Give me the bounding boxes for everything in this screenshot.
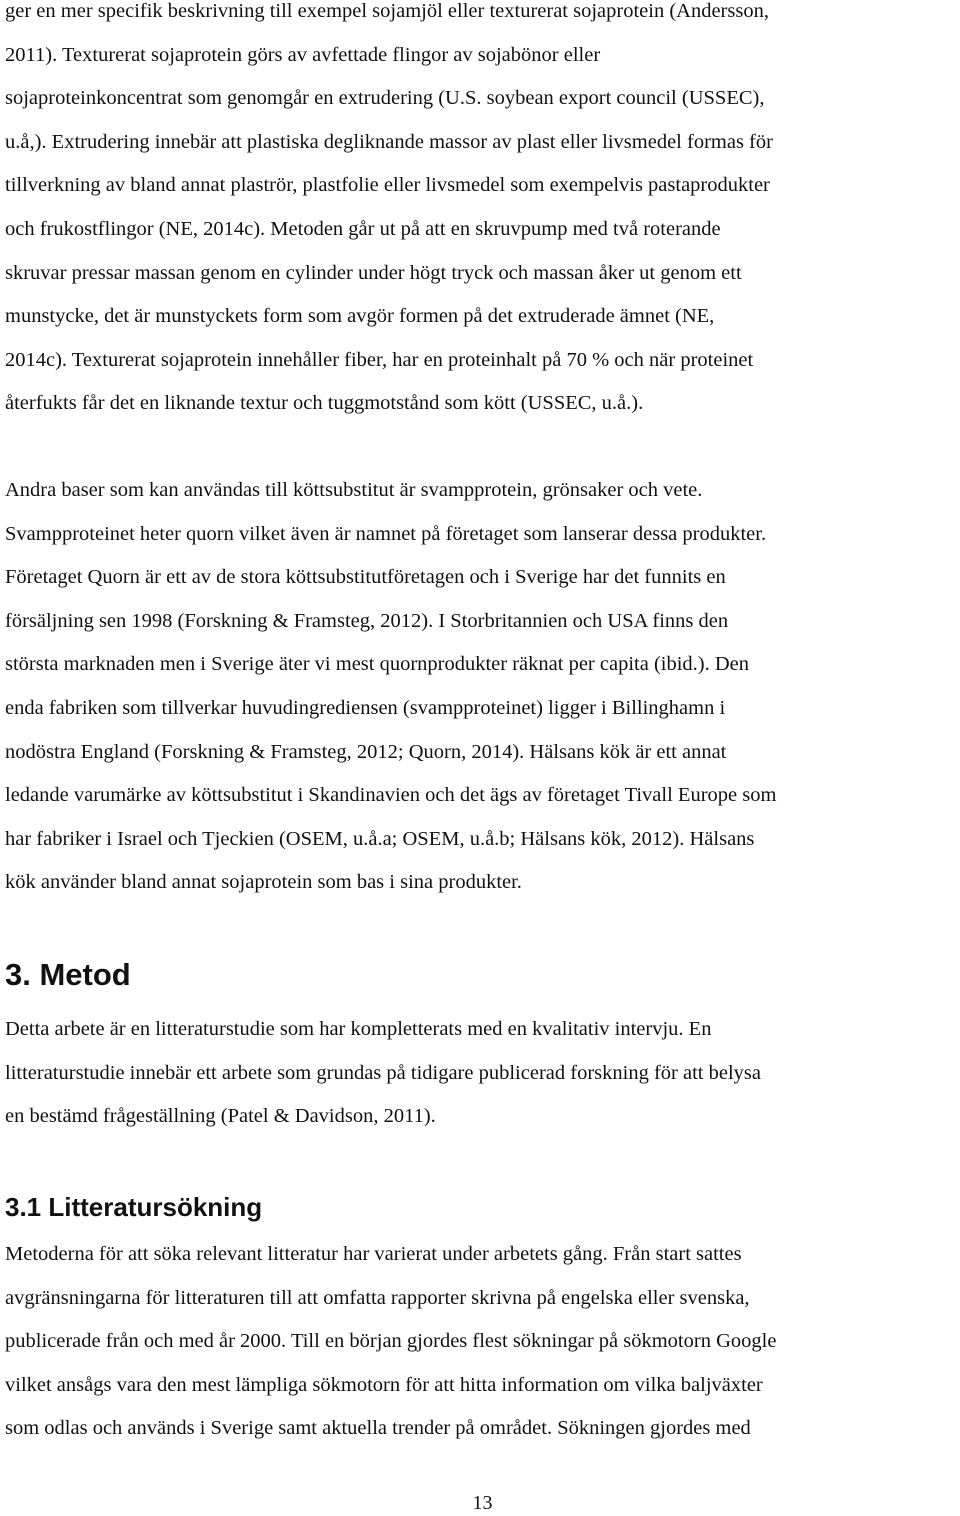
text-line: 2014c). Texturerat sojaprotein innehåller fiber, har en proteinhalt på 70 % och när proteinet [5,348,754,371]
text-line: avgränsningarna för litteraturen till att omfatta rapporter skrivna på engelska eller svenska, [5,1286,750,1309]
body-paragraph-litteratursokning [5,1233,776,1451]
text-line: en bestämd frågeställning (Patel & Davidson, 2011). [5,1105,436,1128]
document-page [5,0,960,1515]
subsection-heading-litteratursokning: 3.1 Litteratursökning [5,1192,263,1222]
text-line: Företaget Quorn är ett av de stora köttsubstitutföretagen och i Sverige har det funnits en [5,566,726,589]
section-heading-metod: 3. Metod [5,957,131,992]
text-line: skruvar pressar massan genom en cylinder under högt tryck och massan åker ut genom ett [5,261,742,284]
body-paragraph-metod [5,1008,761,1139]
text-line: u.å,). Extrudering innebär att plastiska degliknande massor av plast eller livsmedel formas för [5,130,773,153]
text-line: har fabriker i Israel och Tjeckien (OSEM, u.å.a; OSEM, u.å.b; Hälsans kök, 2012). Hälsans [5,827,755,850]
body-paragraph-soy-extrusion [5,0,773,426]
text-line: ledande varumärke av köttsubstitut i Skandinavien och det ägs av företaget Tivall Europe som [5,784,777,807]
text-line: Detta arbete är en litteraturstudie som har kompletterats med en kvalitativ intervju. En [5,1018,712,1040]
text-line: sojaproteinkoncentrat som genomgår en extrudering (U.S. soybean export council (USSEC), [5,87,765,110]
text-line: publicerade från och med år 2000. Till en början gjordes flest sökningar på sökmotorn Google [5,1330,777,1353]
text-line: munstycke, det är munstyckets form som avgör formen på det extruderade ämnet (NE, [5,305,715,328]
text-line: och frukostflingor (NE, 2014c). Metoden går ut på att en skruvpump med två roterande [5,217,721,240]
text-line: försäljning sen 1998 (Forskning & Framsteg, 2012). I Storbritannien och USA finns den [5,609,729,632]
text-line: litteraturstudie innebär ett arbete som grundas på tidigare publicerad forskning för att belysa [5,1061,761,1084]
text-line: Andra baser som kan användas till köttsubstitut är svampprotein, grönsaker och vete. [5,479,703,501]
text-line: som odlas och används i Sverige samt aktuella trender på området. Sökningen gjordes med [5,1417,751,1440]
text-line: enda fabriken som tillverkar huvudingrediensen (svampproteinet) ligger i Billinghamn i [5,696,726,719]
text-line: ger en mer specifik beskrivning till exempel sojamjöl eller texturerat sojaprotein (Andersson, [5,0,769,22]
text-line: tillverkning av bland annat plaströr, plastfolie eller livsmedel som exempelvis pastaprodukter [5,174,770,197]
text-line: vilket ansågs vara den mest lämpliga sökmotorn för att hitta information om vilka baljväxter [5,1373,763,1396]
text-line: största marknaden men i Sverige äter vi mest quornprodukter räknat per capita (ibid.). Den [5,653,750,676]
text-line: återfukts får det en liknande textur och tuggmotstånd som kött (USSEC, u.å.). [5,392,644,415]
text-line: Svampproteinet heter quorn vilket även är namnet på företaget som lanserar dessa produkter. [5,522,767,545]
text-line: 2011). Texturerat sojaprotein görs av avfettade flingor av sojabönor eller [5,43,601,66]
page-number: 13 [472,1492,493,1514]
body-paragraph-quorn [5,469,776,905]
text-line: Metoderna för att söka relevant litteratur har varierat under arbetets gång. Från start sattes [5,1243,742,1265]
text-line: kök använder bland annat sojaprotein som bas i sina produkter. [5,871,522,894]
text-line: nodöstra England (Forskning & Framsteg, 2012; Quorn, 2014). Hälsans kök är ett annat [5,740,727,763]
